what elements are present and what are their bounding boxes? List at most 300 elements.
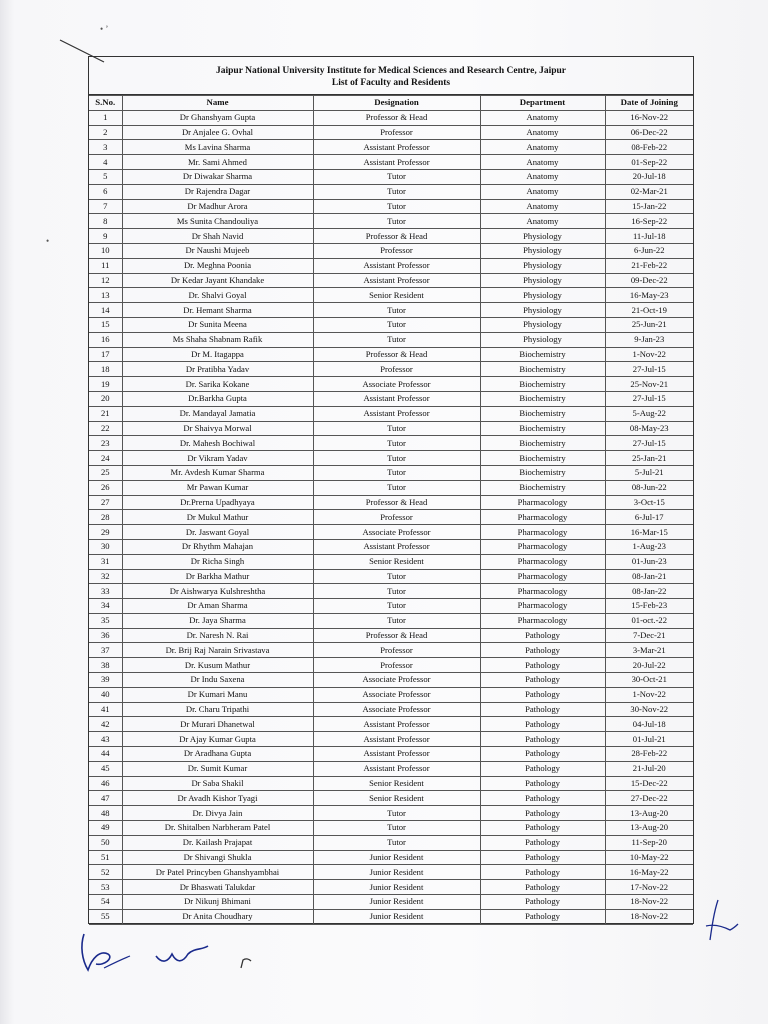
cell-sno: 53 bbox=[89, 880, 122, 895]
cell-designation: Tutor bbox=[313, 569, 480, 584]
cell-name: Mr. Sami Ahmed bbox=[122, 155, 313, 170]
cell-sno: 40 bbox=[89, 687, 122, 702]
cell-department: Pathology bbox=[480, 732, 605, 747]
margin-dot: • bbox=[46, 236, 50, 246]
table-row bbox=[89, 510, 693, 525]
cell-sno: 38 bbox=[89, 658, 122, 673]
cell-name: Dr. Hemant Sharma bbox=[122, 303, 313, 318]
table-row bbox=[89, 303, 693, 318]
cell-department: Biochemistry bbox=[480, 421, 605, 436]
cell-sno: 29 bbox=[89, 525, 122, 540]
cell-date-of-joining: 13-Aug-20 bbox=[605, 821, 693, 836]
cell-sno: 19 bbox=[89, 377, 122, 392]
cell-sno: 10 bbox=[89, 243, 122, 258]
cell-sno: 45 bbox=[89, 761, 122, 776]
cell-date-of-joining: 27-Jul-15 bbox=[605, 391, 693, 406]
top-ink-mark: • ’ bbox=[100, 24, 109, 34]
cell-date-of-joining: 02-Mar-21 bbox=[605, 184, 693, 199]
cell-designation: Tutor bbox=[313, 303, 480, 318]
cell-sno: 49 bbox=[89, 821, 122, 836]
cell-name: Dr Pratibha Yadav bbox=[122, 362, 313, 377]
cell-name: Dr Shivangi Shukla bbox=[122, 850, 313, 865]
cell-name: Mr Pawan Kumar bbox=[122, 480, 313, 495]
cell-designation: Associate Professor bbox=[313, 525, 480, 540]
cell-name: Dr. Jaya Sharma bbox=[122, 613, 313, 628]
cell-name: Dr. Shitalben Narbheram Patel bbox=[122, 821, 313, 836]
cell-designation: Tutor bbox=[313, 184, 480, 199]
cell-designation: Professor & Head bbox=[313, 229, 480, 244]
cell-name: Dr Kumari Manu bbox=[122, 687, 313, 702]
table-row bbox=[89, 258, 693, 273]
table-row bbox=[89, 850, 693, 865]
header-row bbox=[89, 96, 693, 111]
cell-date-of-joining: 15-Feb-23 bbox=[605, 599, 693, 614]
table-row bbox=[89, 673, 693, 688]
cell-date-of-joining: 08-Jan-21 bbox=[605, 569, 693, 584]
cell-name: Dr. Jaswant Goyal bbox=[122, 525, 313, 540]
cell-sno: 1 bbox=[89, 110, 122, 125]
table-row bbox=[89, 687, 693, 702]
cell-department: Pathology bbox=[480, 702, 605, 717]
table-row bbox=[89, 110, 693, 125]
cell-department: Pathology bbox=[480, 687, 605, 702]
cell-date-of-joining: 21-Feb-22 bbox=[605, 258, 693, 273]
cell-date-of-joining: 16-Nov-22 bbox=[605, 110, 693, 125]
table-row bbox=[89, 895, 693, 910]
cell-designation: Tutor bbox=[313, 332, 480, 347]
faculty-table bbox=[89, 95, 693, 925]
table-row bbox=[89, 569, 693, 584]
cell-designation: Tutor bbox=[313, 806, 480, 821]
cell-department: Biochemistry bbox=[480, 377, 605, 392]
cell-department: Biochemistry bbox=[480, 391, 605, 406]
cell-designation: Junior Resident bbox=[313, 850, 480, 865]
cell-department: Pathology bbox=[480, 628, 605, 643]
table-row bbox=[89, 377, 693, 392]
cell-date-of-joining: 13-Aug-20 bbox=[605, 806, 693, 821]
cell-department: Biochemistry bbox=[480, 436, 605, 451]
cell-sno: 18 bbox=[89, 362, 122, 377]
table-row bbox=[89, 347, 693, 362]
cell-date-of-joining: 6-Jun-22 bbox=[605, 243, 693, 258]
cell-name: Dr.Prerna Upadhyaya bbox=[122, 495, 313, 510]
table-row bbox=[89, 776, 693, 791]
cell-sno: 44 bbox=[89, 747, 122, 762]
table-row bbox=[89, 495, 693, 510]
cell-date-of-joining: 27-Jul-15 bbox=[605, 362, 693, 377]
cell-name: Dr Ghanshyam Gupta bbox=[122, 110, 313, 125]
column-header-date-of-joining: Date of Joining bbox=[605, 96, 693, 111]
table-row bbox=[89, 554, 693, 569]
cell-date-of-joining: 9-Jan-23 bbox=[605, 332, 693, 347]
cell-date-of-joining: 16-May-23 bbox=[605, 288, 693, 303]
cell-department: Pathology bbox=[480, 658, 605, 673]
cell-designation: Junior Resident bbox=[313, 880, 480, 895]
cell-date-of-joining: 1-Nov-22 bbox=[605, 687, 693, 702]
table-row bbox=[89, 658, 693, 673]
cell-sno: 31 bbox=[89, 554, 122, 569]
table-row bbox=[89, 317, 693, 332]
cell-sno: 50 bbox=[89, 835, 122, 850]
cell-name: Dr Nikunj Bhimani bbox=[122, 895, 313, 910]
table-row bbox=[89, 199, 693, 214]
cell-sno: 28 bbox=[89, 510, 122, 525]
cell-sno: 4 bbox=[89, 155, 122, 170]
cell-department: Pharmacology bbox=[480, 510, 605, 525]
cell-sno: 8 bbox=[89, 214, 122, 229]
cell-designation: Assistant Professor bbox=[313, 406, 480, 421]
cell-department: Pharmacology bbox=[480, 554, 605, 569]
cell-designation: Associate Professor bbox=[313, 687, 480, 702]
cell-sno: 42 bbox=[89, 717, 122, 732]
cell-sno: 3 bbox=[89, 140, 122, 155]
cell-name: Ms Shaha Shabnam Rafik bbox=[122, 332, 313, 347]
cell-department: Physiology bbox=[480, 243, 605, 258]
table-row bbox=[89, 480, 693, 495]
cell-name: Dr Richa Singh bbox=[122, 554, 313, 569]
cell-sno: 30 bbox=[89, 539, 122, 554]
cell-sno: 22 bbox=[89, 421, 122, 436]
table-row bbox=[89, 362, 693, 377]
cell-name: Dr Murari Dhanetwal bbox=[122, 717, 313, 732]
cell-date-of-joining: 27-Jul-15 bbox=[605, 436, 693, 451]
table-row bbox=[89, 732, 693, 747]
table-row bbox=[89, 613, 693, 628]
cell-department: Biochemistry bbox=[480, 362, 605, 377]
cell-date-of-joining: 01-Jun-23 bbox=[605, 554, 693, 569]
cell-department: Anatomy bbox=[480, 125, 605, 140]
cell-name: Dr. Kusum Mathur bbox=[122, 658, 313, 673]
cell-name: Dr Barkha Mathur bbox=[122, 569, 313, 584]
cell-designation: Senior Resident bbox=[313, 776, 480, 791]
table-row bbox=[89, 909, 693, 924]
table-row bbox=[89, 643, 693, 658]
cell-department: Physiology bbox=[480, 258, 605, 273]
cell-name: Dr. Naresh N. Rai bbox=[122, 628, 313, 643]
cell-sno: 6 bbox=[89, 184, 122, 199]
cell-sno: 11 bbox=[89, 258, 122, 273]
cell-department: Pharmacology bbox=[480, 613, 605, 628]
cell-sno: 14 bbox=[89, 303, 122, 318]
document-subtitle: List of Faculty and Residents bbox=[331, 78, 451, 88]
cell-date-of-joining: 10-May-22 bbox=[605, 850, 693, 865]
cell-name: Dr Shaivya Morwal bbox=[122, 421, 313, 436]
cell-name: Dr Kedar Jayant Khandake bbox=[122, 273, 313, 288]
cell-designation: Professor bbox=[313, 658, 480, 673]
cell-designation: Professor & Head bbox=[313, 347, 480, 362]
cell-sno: 36 bbox=[89, 628, 122, 643]
table-row bbox=[89, 125, 693, 140]
cell-sno: 13 bbox=[89, 288, 122, 303]
cell-department: Physiology bbox=[480, 317, 605, 332]
cell-sno: 21 bbox=[89, 406, 122, 421]
cell-sno: 54 bbox=[89, 895, 122, 910]
cell-name: Dr Anita Choudhary bbox=[122, 909, 313, 924]
cell-designation: Assistant Professor bbox=[313, 539, 480, 554]
table-row bbox=[89, 525, 693, 540]
cell-designation: Tutor bbox=[313, 584, 480, 599]
cell-department: Physiology bbox=[480, 288, 605, 303]
cell-date-of-joining: 08-May-23 bbox=[605, 421, 693, 436]
cell-sno: 35 bbox=[89, 613, 122, 628]
cell-name: Dr. Mandayal Jamatia bbox=[122, 406, 313, 421]
cell-designation: Tutor bbox=[313, 451, 480, 466]
cell-name: Dr Bhaswati Talukdar bbox=[122, 880, 313, 895]
cell-designation: Assistant Professor bbox=[313, 391, 480, 406]
cell-date-of-joining: 27-Dec-22 bbox=[605, 791, 693, 806]
cell-designation: Professor bbox=[313, 510, 480, 525]
cell-designation: Assistant Professor bbox=[313, 747, 480, 762]
cell-department: Anatomy bbox=[480, 214, 605, 229]
cell-date-of-joining: 09-Dec-22 bbox=[605, 273, 693, 288]
cell-sno: 20 bbox=[89, 391, 122, 406]
cell-name: Dr Rajendra Dagar bbox=[122, 184, 313, 199]
cell-department: Physiology bbox=[480, 229, 605, 244]
cell-name: Dr Avadh Kishor Tyagi bbox=[122, 791, 313, 806]
cell-date-of-joining: 11-Sep-20 bbox=[605, 835, 693, 850]
cell-name: Dr Patel Princyben Ghanshyambhai bbox=[122, 865, 313, 880]
table-row bbox=[89, 421, 693, 436]
cell-designation: Assistant Professor bbox=[313, 717, 480, 732]
cell-name: Dr Aradhana Gupta bbox=[122, 747, 313, 762]
pen-mark-bottom bbox=[238, 956, 254, 972]
cell-date-of-joining: 04-Jul-18 bbox=[605, 717, 693, 732]
table-row bbox=[89, 821, 693, 836]
cell-department: Anatomy bbox=[480, 155, 605, 170]
cell-name: Dr Saba Shakil bbox=[122, 776, 313, 791]
cell-sno: 51 bbox=[89, 850, 122, 865]
cell-date-of-joining: 25-Jun-21 bbox=[605, 317, 693, 332]
cell-date-of-joining: 5-Aug-22 bbox=[605, 406, 693, 421]
table-row bbox=[89, 702, 693, 717]
cell-sno: 24 bbox=[89, 451, 122, 466]
table-row bbox=[89, 140, 693, 155]
cell-date-of-joining: 30-Oct-21 bbox=[605, 673, 693, 688]
cell-department: Pharmacology bbox=[480, 539, 605, 554]
column-header-department: Department bbox=[480, 96, 605, 111]
cell-designation: Professor bbox=[313, 125, 480, 140]
cell-sno: 2 bbox=[89, 125, 122, 140]
document-frame bbox=[88, 56, 694, 924]
cell-designation: Tutor bbox=[313, 613, 480, 628]
cell-designation: Tutor bbox=[313, 214, 480, 229]
cell-name: Dr Sunita Meena bbox=[122, 317, 313, 332]
cell-date-of-joining: 30-Nov-22 bbox=[605, 702, 693, 717]
cell-department: Pathology bbox=[480, 821, 605, 836]
cell-name: Dr. Charu Tripathi bbox=[122, 702, 313, 717]
cell-department: Biochemistry bbox=[480, 406, 605, 421]
cell-date-of-joining: 28-Feb-22 bbox=[605, 747, 693, 762]
faculty-table-body bbox=[89, 110, 693, 924]
cell-sno: 52 bbox=[89, 865, 122, 880]
cell-designation: Professor bbox=[313, 243, 480, 258]
cell-designation: Senior Resident bbox=[313, 288, 480, 303]
table-row bbox=[89, 747, 693, 762]
table-row bbox=[89, 599, 693, 614]
cell-sno: 27 bbox=[89, 495, 122, 510]
cell-department: Anatomy bbox=[480, 169, 605, 184]
cell-designation: Tutor bbox=[313, 436, 480, 451]
table-row bbox=[89, 806, 693, 821]
table-row bbox=[89, 288, 693, 303]
cell-date-of-joining: 11-Jul-18 bbox=[605, 229, 693, 244]
cell-date-of-joining: 25-Nov-21 bbox=[605, 377, 693, 392]
cell-department: Pathology bbox=[480, 909, 605, 924]
table-row bbox=[89, 229, 693, 244]
cell-date-of-joining: 7-Dec-21 bbox=[605, 628, 693, 643]
table-row bbox=[89, 865, 693, 880]
cell-designation: Assistant Professor bbox=[313, 761, 480, 776]
cell-date-of-joining: 5-Jul-21 bbox=[605, 465, 693, 480]
cell-sno: 16 bbox=[89, 332, 122, 347]
cell-designation: Assistant Professor bbox=[313, 258, 480, 273]
cell-name: Dr. Meghna Poonia bbox=[122, 258, 313, 273]
cell-date-of-joining: 20-Jul-18 bbox=[605, 169, 693, 184]
cell-department: Biochemistry bbox=[480, 347, 605, 362]
cell-sno: 48 bbox=[89, 806, 122, 821]
cell-name: Dr. Kailash Prajapat bbox=[122, 835, 313, 850]
cell-date-of-joining: 15-Jan-22 bbox=[605, 199, 693, 214]
cell-sno: 39 bbox=[89, 673, 122, 688]
cell-name: Dr Madhur Arora bbox=[122, 199, 313, 214]
table-row bbox=[89, 391, 693, 406]
cell-sno: 5 bbox=[89, 169, 122, 184]
table-row bbox=[89, 791, 693, 806]
cell-sno: 55 bbox=[89, 909, 122, 924]
column-header-designation: Designation bbox=[313, 96, 480, 111]
column-header-name: Name bbox=[122, 96, 313, 111]
cell-department: Anatomy bbox=[480, 199, 605, 214]
cell-date-of-joining: 01-oct.-22 bbox=[605, 613, 693, 628]
cell-department: Pathology bbox=[480, 643, 605, 658]
cell-designation: Tutor bbox=[313, 465, 480, 480]
cell-date-of-joining: 21-Oct-19 bbox=[605, 303, 693, 318]
cell-designation: Professor & Head bbox=[313, 628, 480, 643]
table-row bbox=[89, 584, 693, 599]
cell-date-of-joining: 16-Sep-22 bbox=[605, 214, 693, 229]
cell-name: Dr M. Itagappa bbox=[122, 347, 313, 362]
cell-department: Physiology bbox=[480, 303, 605, 318]
cell-department: Biochemistry bbox=[480, 480, 605, 495]
cell-department: Pathology bbox=[480, 776, 605, 791]
cell-date-of-joining: 18-Nov-22 bbox=[605, 909, 693, 924]
cell-name: Dr Aishwarya Kulshreshtha bbox=[122, 584, 313, 599]
cell-department: Pathology bbox=[480, 850, 605, 865]
cell-department: Pathology bbox=[480, 747, 605, 762]
cell-designation: Senior Resident bbox=[313, 554, 480, 569]
cell-designation: Senior Resident bbox=[313, 791, 480, 806]
cell-sno: 33 bbox=[89, 584, 122, 599]
cell-date-of-joining: 06-Dec-22 bbox=[605, 125, 693, 140]
column-header-sno: S.No. bbox=[89, 96, 122, 111]
document-title: Jaipur National University Institute for Medical Sciences and Research Centre, Jaipur bbox=[216, 66, 566, 76]
cell-department: Pharmacology bbox=[480, 495, 605, 510]
cell-sno: 46 bbox=[89, 776, 122, 791]
cell-date-of-joining: 08-Feb-22 bbox=[605, 140, 693, 155]
table-row bbox=[89, 465, 693, 480]
cell-sno: 43 bbox=[89, 732, 122, 747]
cell-name: Dr. Shalvi Goyal bbox=[122, 288, 313, 303]
cell-name: Ms Lavina Sharma bbox=[122, 140, 313, 155]
table-row bbox=[89, 155, 693, 170]
cell-designation: Tutor bbox=[313, 599, 480, 614]
table-row bbox=[89, 184, 693, 199]
cell-department: Anatomy bbox=[480, 140, 605, 155]
table-row bbox=[89, 332, 693, 347]
cell-name: Dr Mukul Mathur bbox=[122, 510, 313, 525]
table-row bbox=[89, 628, 693, 643]
cell-sno: 25 bbox=[89, 465, 122, 480]
cell-designation: Tutor bbox=[313, 199, 480, 214]
cell-department: Pathology bbox=[480, 673, 605, 688]
table-row bbox=[89, 243, 693, 258]
cell-designation: Assistant Professor bbox=[313, 732, 480, 747]
cell-date-of-joining: 1-Nov-22 bbox=[605, 347, 693, 362]
cell-date-of-joining: 01-Jul-21 bbox=[605, 732, 693, 747]
cell-date-of-joining: 01-Sep-22 bbox=[605, 155, 693, 170]
cell-date-of-joining: 6-Jul-17 bbox=[605, 510, 693, 525]
table-row bbox=[89, 436, 693, 451]
cell-designation: Assistant Professor bbox=[313, 140, 480, 155]
cell-department: Anatomy bbox=[480, 184, 605, 199]
signature-initials-left bbox=[74, 928, 134, 976]
table-row bbox=[89, 273, 693, 288]
cell-designation: Tutor bbox=[313, 317, 480, 332]
cell-designation: Junior Resident bbox=[313, 909, 480, 924]
table-row bbox=[89, 451, 693, 466]
cell-department: Pathology bbox=[480, 791, 605, 806]
cell-name: Mr. Avdesh Kumar Sharma bbox=[122, 465, 313, 480]
cell-name: Dr Ajay Kumar Gupta bbox=[122, 732, 313, 747]
cell-designation: Professor bbox=[313, 643, 480, 658]
cell-date-of-joining: 3-Mar-21 bbox=[605, 643, 693, 658]
table-row bbox=[89, 835, 693, 850]
cell-department: Pharmacology bbox=[480, 525, 605, 540]
cell-designation: Tutor bbox=[313, 480, 480, 495]
cell-sno: 37 bbox=[89, 643, 122, 658]
cell-department: Physiology bbox=[480, 332, 605, 347]
cell-department: Anatomy bbox=[480, 110, 605, 125]
cell-designation: Associate Professor bbox=[313, 702, 480, 717]
cell-designation: Tutor bbox=[313, 421, 480, 436]
cell-name: Dr. Mahesh Bochiwal bbox=[122, 436, 313, 451]
table-row bbox=[89, 406, 693, 421]
cell-name: Dr. Divya Jain bbox=[122, 806, 313, 821]
cell-department: Pharmacology bbox=[480, 584, 605, 599]
cell-name: Dr Vikram Yadav bbox=[122, 451, 313, 466]
cell-name: Dr Aman Sharma bbox=[122, 599, 313, 614]
cell-date-of-joining: 18-Nov-22 bbox=[605, 895, 693, 910]
cell-designation: Associate Professor bbox=[313, 673, 480, 688]
cell-department: Pathology bbox=[480, 806, 605, 821]
cell-designation: Professor bbox=[313, 362, 480, 377]
cell-date-of-joining: 17-Nov-22 bbox=[605, 880, 693, 895]
table-row bbox=[89, 717, 693, 732]
cell-name: Dr Anjalee G. Ovhal bbox=[122, 125, 313, 140]
table-row bbox=[89, 214, 693, 229]
cell-designation: Associate Professor bbox=[313, 377, 480, 392]
cell-department: Pharmacology bbox=[480, 599, 605, 614]
cell-designation: Junior Resident bbox=[313, 895, 480, 910]
cell-sno: 12 bbox=[89, 273, 122, 288]
cell-department: Pharmacology bbox=[480, 569, 605, 584]
cell-designation: Tutor bbox=[313, 169, 480, 184]
table-row bbox=[89, 761, 693, 776]
cell-sno: 41 bbox=[89, 702, 122, 717]
cell-sno: 15 bbox=[89, 317, 122, 332]
cell-department: Pathology bbox=[480, 761, 605, 776]
cell-sno: 32 bbox=[89, 569, 122, 584]
